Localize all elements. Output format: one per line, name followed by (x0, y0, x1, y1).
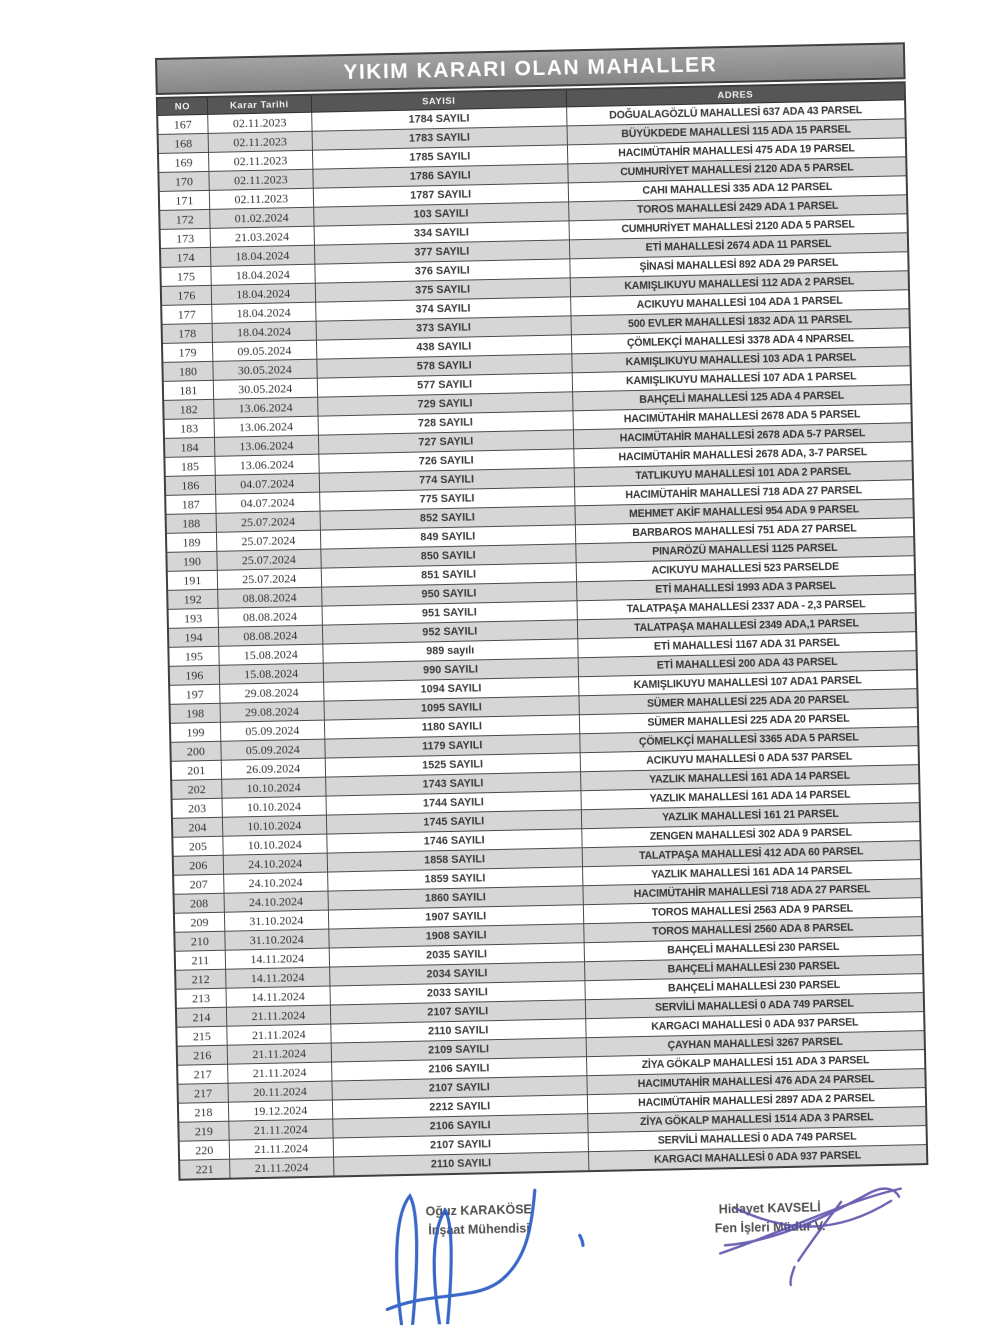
cell-number: 377 SAYILI (314, 240, 569, 264)
cell-address: ETİ MAHALLESİ 200 ADA 43 PARSEL (578, 651, 917, 677)
cell-number: 2106 SAYILI (331, 1057, 586, 1081)
cell-address: YAZLIK MAHALLESİ 161 ADA 14 PARSEL (580, 765, 919, 791)
cell-no: 208 (174, 893, 225, 913)
column-header-number: SAYISI (311, 89, 566, 112)
cell-number: 376 SAYILI (315, 259, 570, 283)
cell-no: 203 (172, 798, 223, 818)
cell-date: 21.11.2024 (227, 1043, 331, 1064)
cell-no: 217 (177, 1064, 228, 1084)
cell-date: 05.09.2024 (220, 720, 324, 741)
signature-block-right (677, 1197, 863, 1240)
cell-address: HACIMÜTAHİR MAHALLESİ 718 ADA 27 PARSEL (574, 480, 913, 506)
cell-date: 02.11.2023 (209, 169, 313, 190)
cell-address: KAMIŞLIKUYU MAHALLESİ 112 ADA 2 PARSEL (570, 271, 909, 297)
cell-date: 20.11.2024 (228, 1081, 332, 1102)
cell-date: 08.08.2024 (218, 625, 322, 646)
cell-date: 04.07.2024 (216, 492, 320, 513)
signature-block-left (391, 1200, 567, 1242)
cell-address: ZİYA GÖKALP MAHALLESİ 1514 ADA 3 PARSEL (587, 1107, 926, 1133)
cell-address: TALATPAŞA MAHALLESİ 412 ADA 60 PARSEL (582, 841, 921, 867)
cell-address: SERVİLİ MAHALLESİ 0 ADA 749 PARSEL (588, 1126, 927, 1152)
cell-number: 1907 SAYILI (328, 905, 583, 929)
cell-number: 2035 SAYILI (329, 943, 584, 967)
cell-date: 18.04.2024 (211, 264, 315, 285)
cell-number: 849 SAYILI (320, 525, 575, 549)
table-body (157, 100, 927, 1180)
cell-date: 21.11.2024 (229, 1119, 333, 1140)
cell-no: 209 (174, 912, 225, 932)
cell-number: 1095 SAYILI (324, 696, 579, 720)
cell-date: 10.10.2024 (222, 796, 326, 817)
cell-number: 1908 SAYILI (328, 924, 583, 948)
cell-no: 215 (176, 1026, 227, 1046)
cell-address: HACIMUTAHİR MAHALLESİ 476 ADA 24 PARSEL (587, 1069, 926, 1095)
cell-no: 199 (170, 722, 221, 742)
cell-no: 185 (164, 456, 215, 476)
cell-date: 13.06.2024 (214, 397, 318, 418)
cell-address: TOROS MAHALLESİ 2560 ADA 8 PARSEL (583, 917, 922, 943)
cell-no: 168 (158, 133, 209, 153)
cell-date: 02.11.2023 (208, 131, 312, 152)
cell-number: 729 SAYILI (317, 392, 572, 416)
cell-no: 212 (175, 969, 226, 989)
cell-number: 1743 SAYILI (325, 772, 580, 796)
cell-number: 726 SAYILI (319, 449, 574, 473)
cell-no: 193 (168, 608, 219, 628)
cell-address: KAMIŞLIKUYU MAHALLESİ 107 ADA 1 PARSEL (572, 366, 911, 392)
cell-address: YAZLIK MAHALLESİ 161 ADA 14 PARSEL (582, 860, 921, 886)
cell-address: CUMHURİYET MAHALLESİ 2120 ADA 5 PARSEL (568, 157, 907, 183)
cell-number: 375 SAYILI (315, 278, 570, 302)
cell-no: 183 (164, 418, 215, 438)
cell-number: 1786 SAYILI (313, 164, 568, 188)
cell-address: DOĞUALAGÖZLÜ MAHALLESİ 637 ADA 43 PARSEL (566, 100, 905, 126)
cell-date: 02.11.2023 (208, 112, 312, 133)
cell-address: ETİ MAHALLESİ 1993 ADA 3 PARSEL (576, 575, 915, 601)
cell-no: 167 (157, 114, 208, 134)
cell-number: 2106 SAYILI (332, 1114, 587, 1138)
cell-date: 02.11.2023 (209, 188, 313, 209)
cell-number: 2212 SAYILI (332, 1095, 587, 1119)
cell-number: 103 SAYILI (313, 202, 568, 226)
cell-number: 1784 SAYILI (311, 107, 566, 131)
cell-date: 18.04.2024 (212, 302, 316, 323)
cell-address: SÜMER MAHALLESİ 225 ADA 20 PARSEL (579, 689, 918, 715)
cell-address: KAMIŞLIKUYU MAHALLESİ 103 ADA 1 PARSEL (572, 347, 911, 373)
cell-no: 198 (170, 703, 221, 723)
cell-no: 179 (162, 342, 213, 362)
cell-number: 1787 SAYILI (313, 183, 568, 207)
cell-address: ZİYA GÖKALP MAHALLESİ 151 ADA 3 PARSEL (586, 1050, 925, 1076)
cell-number: 2107 SAYILI (333, 1133, 588, 1157)
cell-number: 578 SAYILI (317, 354, 572, 378)
cell-date: 15.08.2024 (219, 644, 323, 665)
cell-address: CAHI MAHALLESİ 335 ADA 12 PARSEL (568, 176, 907, 202)
cell-address: TATLIKUYU MAHALLESİ 101 ADA 2 PARSEL (574, 461, 913, 487)
cell-date: 25.07.2024 (217, 568, 321, 589)
cell-no: 171 (159, 190, 210, 210)
cell-number: 851 SAYILI (321, 563, 576, 587)
cell-address: TOROS MAHALLESİ 2429 ADA 1 PARSEL (568, 195, 907, 221)
cell-date: 14.11.2024 (225, 967, 329, 988)
cell-date: 14.11.2024 (226, 986, 330, 1007)
cell-number: 850 SAYILI (321, 544, 576, 568)
cell-number: 1859 SAYILI (327, 867, 582, 891)
cell-no: 220 (179, 1140, 230, 1160)
cell-date: 29.08.2024 (220, 701, 324, 722)
cell-no: 201 (171, 760, 222, 780)
cell-number: 952 SAYILI (322, 620, 577, 644)
cell-address: BARBAROS MAHALLESİ 751 ADA 27 PARSEL (575, 518, 914, 544)
cell-address: YAZLIK MAHALLESİ 161 ADA 14 PARSEL (581, 784, 920, 810)
cell-date: 08.08.2024 (218, 587, 322, 608)
cell-number: 990 SAYILI (323, 658, 578, 682)
cell-date: 18.04.2024 (211, 283, 315, 304)
cell-address: PINARÖZÜ MAHALLESİ 1125 PARSEL (576, 537, 915, 563)
cell-date: 21.11.2024 (229, 1138, 333, 1159)
cell-address: ÇÖMLEKÇİ MAHALLESİ 3378 ADA 4 NPARSEL (571, 328, 910, 354)
cell-address: ZENGEN MAHALLESİ 302 ADA 9 PARSEL (581, 822, 920, 848)
cell-no: 181 (163, 380, 214, 400)
cell-no: 195 (168, 646, 219, 666)
cell-address: ETİ MAHALLESİ 2674 ADA 11 PARSEL (569, 233, 908, 259)
cell-no: 205 (172, 836, 223, 856)
cell-number: 728 SAYILI (318, 411, 573, 435)
cell-number: 774 SAYILI (319, 468, 574, 492)
cell-number: 2107 SAYILI (330, 1000, 585, 1024)
cell-no: 172 (159, 209, 210, 229)
cell-no: 221 (179, 1159, 230, 1180)
scanned-page (155, 42, 931, 1329)
cell-no: 190 (166, 551, 217, 571)
cell-no: 214 (176, 1007, 227, 1027)
cell-address: HACIMÜTAHİR MAHALLESİ 2678 ADA 5-7 PARSEL (573, 423, 912, 449)
cell-address: ÇAYHAN MAHALLESİ 3267 PARSEL (586, 1031, 925, 1057)
cell-date: 13.06.2024 (214, 435, 318, 456)
cell-number: 1745 SAYILI (326, 810, 581, 834)
cell-date: 02.11.2023 (208, 150, 312, 171)
cell-address: MEHMET AKİF MAHALLESİ 954 ADA 9 PARSEL (575, 499, 914, 525)
cell-address: TOROS MAHALLESİ 2563 ADA 9 PARSEL (583, 898, 922, 924)
cell-no: 174 (160, 247, 211, 267)
cell-no: 207 (173, 874, 224, 894)
cell-address: TALATPAŞA MAHALLESİ 2349 ADA,1 PARSEL (577, 613, 916, 639)
cell-number: 1860 SAYILI (328, 886, 583, 910)
cell-date: 21.03.2024 (210, 226, 314, 247)
cell-address: HACIMÜTAHİR MAHALLESİ 718 ADA 27 PARSEL (583, 879, 922, 905)
cell-date: 18.04.2024 (212, 321, 316, 342)
cell-no: 217 (177, 1083, 228, 1103)
cell-address: KAMIŞLIKUYU MAHALLESİ 107 ADA1 PARSEL (578, 670, 917, 696)
cell-address: BAHÇELİ MAHALLESİ 230 PARSEL (584, 936, 923, 962)
cell-date: 09.05.2024 (212, 340, 316, 361)
cell-address: YAZLIK MAHALLESİ 161 21 PARSEL (581, 803, 920, 829)
cell-no: 184 (164, 437, 215, 457)
cell-number: 1180 SAYILI (324, 715, 579, 739)
cell-no: 210 (174, 931, 225, 951)
cell-number: 852 SAYILI (320, 506, 575, 530)
cell-no: 170 (158, 171, 209, 191)
cell-number: 1744 SAYILI (326, 791, 581, 815)
cell-number: 334 SAYILI (314, 221, 569, 245)
cell-no: 216 (177, 1045, 228, 1065)
cell-date: 30.05.2024 (213, 359, 317, 380)
cell-address: HACIMÜTAHİR MAHALLESİ 2678 ADA 5 PARSEL (573, 404, 912, 430)
cell-no: 175 (160, 266, 211, 286)
cell-address: TALATPAŞA MAHALLESİ 2337 ADA - 2,3 PARSEL (577, 594, 916, 620)
cell-no: 211 (175, 950, 226, 970)
cell-number: 2110 SAYILI (333, 1152, 588, 1177)
cell-no: 176 (161, 285, 212, 305)
cell-no: 187 (165, 494, 216, 514)
cell-number: 1094 SAYILI (323, 677, 578, 701)
cell-address: BÜYÜKDEDE MAHALLESİ 115 ADA 15 PARSEL (567, 119, 906, 145)
cell-address: 500 EVLER MAHALLESİ 1832 ADA 11 PARSEL (571, 309, 910, 335)
cell-number: 1783 SAYILI (312, 126, 567, 150)
cell-no: 169 (158, 152, 209, 172)
cell-address: HACIMÜTAHİR MAHALLESİ 2678 ADA, 3-7 PARSEL (574, 442, 913, 468)
cell-no: 182 (163, 399, 214, 419)
cell-date: 30.05.2024 (213, 378, 317, 399)
column-header-address: ADRES (566, 82, 905, 107)
cell-no: 213 (176, 988, 227, 1008)
cell-date: 05.09.2024 (221, 739, 325, 760)
cell-no: 180 (162, 361, 213, 381)
cell-date: 10.10.2024 (222, 815, 326, 836)
cell-address: BAHÇELİ MAHALLESİ 230 PARSEL (584, 955, 923, 981)
cell-address: ETİ MAHALLESİ 1167 ADA 31 PARSEL (578, 632, 917, 658)
cell-number: 1525 SAYILI (325, 753, 580, 777)
cell-date: 21.11.2024 (226, 1005, 330, 1026)
cell-date: 31.10.2024 (225, 929, 329, 950)
cell-number: 727 SAYILI (318, 430, 573, 454)
cell-no: 202 (171, 779, 222, 799)
cell-date: 21.11.2024 (229, 1157, 333, 1179)
cell-no: 196 (169, 665, 220, 685)
cell-number: 2109 SAYILI (331, 1038, 586, 1062)
cell-no: 204 (172, 817, 223, 837)
column-header-no: NO (157, 97, 208, 116)
cell-number: 2110 SAYILI (330, 1019, 585, 1043)
cell-number: 950 SAYILI (321, 582, 576, 606)
cell-date: 19.12.2024 (228, 1100, 332, 1121)
cell-number: 2033 SAYILI (330, 981, 585, 1005)
cell-address: BAHÇELİ MAHALLESİ 125 ADA 4 PARSEL (572, 385, 911, 411)
signatory-right-title: Fen İşleri Müdür V. (714, 1219, 826, 1236)
cell-date: 24.10.2024 (223, 853, 327, 874)
cell-date: 25.07.2024 (217, 549, 321, 570)
cell-address: SÜMER MAHALLESİ 225 ADA 20 PARSEL (579, 708, 918, 734)
cell-date: 14.11.2024 (225, 948, 329, 969)
cell-address: ACIKUYU MAHALLESİ 0 ADA 537 PARSEL (580, 746, 919, 772)
cell-date: 18.04.2024 (210, 245, 314, 266)
cell-address: CUMHURİYET MAHALLESİ 2120 ADA 5 PARSEL (569, 214, 908, 240)
column-header-date: Karar Tarihi (207, 95, 311, 115)
cell-date: 24.10.2024 (224, 891, 328, 912)
demolition-table (156, 81, 929, 1180)
cell-no: 177 (161, 304, 212, 324)
cell-no: 188 (166, 513, 217, 533)
cell-no: 219 (178, 1121, 229, 1141)
cell-number: 1785 SAYILI (312, 145, 567, 169)
cell-address: ŞİNASİ MAHALLESİ 892 ADA 29 PARSEL (570, 252, 909, 278)
cell-date: 04.07.2024 (215, 473, 319, 494)
cell-date: 31.10.2024 (224, 910, 328, 931)
cell-date: 21.11.2024 (227, 1024, 331, 1045)
cell-number: 373 SAYILI (316, 316, 571, 340)
cell-no: 178 (162, 323, 213, 343)
cell-date: 25.07.2024 (216, 511, 320, 532)
cell-no: 197 (169, 684, 220, 704)
cell-number: 374 SAYILI (315, 297, 570, 321)
cell-number: 577 SAYILI (317, 373, 572, 397)
cell-address: KARGACI MAHALLESİ 0 ADA 937 PARSEL (588, 1145, 927, 1172)
cell-date: 26.09.2024 (221, 758, 325, 779)
cell-address: ÇÖMELKÇİ MAHALLESİ 3365 ADA 5 PARSEL (579, 727, 918, 753)
cell-address: ACIKUYU MAHALLESİ 523 PARSELDE (576, 556, 915, 582)
cell-number: 989 sayılı (323, 639, 578, 663)
cell-date: 24.10.2024 (223, 872, 327, 893)
cell-no: 186 (165, 475, 216, 495)
cell-date: 08.08.2024 (218, 606, 322, 627)
cell-date: 10.10.2024 (223, 834, 327, 855)
cell-number: 1746 SAYILI (327, 829, 582, 853)
cell-no: 189 (166, 532, 217, 552)
cell-no: 173 (160, 228, 211, 248)
cell-number: 775 SAYILI (319, 487, 574, 511)
cell-date: 13.06.2024 (215, 454, 319, 475)
cell-address: SERVİLİ MAHALLESİ 0 ADA 749 PARSEL (585, 993, 924, 1019)
cell-no: 194 (168, 627, 219, 647)
cell-number: 438 SAYILI (316, 335, 571, 359)
cell-date: 25.07.2024 (216, 530, 320, 551)
cell-number: 1179 SAYILI (325, 734, 580, 758)
page-title: YIKIM KARARI OLAN MAHALLER (155, 42, 906, 95)
cell-number: 1858 SAYILI (327, 848, 582, 872)
cell-date: 21.11.2024 (227, 1062, 331, 1083)
signatory-left-name: Oğuz KARAKÖSE (425, 1202, 532, 1219)
cell-no: 192 (167, 589, 218, 609)
cell-date: 15.08.2024 (219, 663, 323, 684)
cell-no: 191 (167, 570, 218, 590)
cell-no: 218 (178, 1102, 229, 1122)
cell-address: HACIMÜTAHİR MAHALLESİ 475 ADA 19 PARSEL (567, 138, 906, 164)
cell-address: HACIMÜTAHİR MAHALLESİ 2897 ADA 2 PARSEL (587, 1088, 926, 1114)
cell-number: 2107 SAYILI (332, 1076, 587, 1100)
cell-number: 2034 SAYILI (329, 962, 584, 986)
signatory-right-name: Hidayet KAVSELİ (718, 1200, 821, 1217)
signatory-left-title: İnşaat Mühendisi (428, 1221, 530, 1238)
cell-date: 29.08.2024 (220, 682, 324, 703)
cell-address: KARGACI MAHALLESİ 0 ADA 937 PARSEL (585, 1012, 924, 1038)
cell-no: 200 (170, 741, 221, 761)
cell-date: 10.10.2024 (222, 777, 326, 798)
cell-number: 951 SAYILI (322, 601, 577, 625)
cell-no: 206 (173, 855, 224, 875)
cell-address: ACIKUYU MAHALLESİ 104 ADA 1 PARSEL (570, 290, 909, 316)
cell-date: 13.06.2024 (214, 416, 318, 437)
cell-address: BAHÇELİ MAHALLESİ 230 PARSEL (585, 974, 924, 1000)
cell-date: 01.02.2024 (210, 207, 314, 228)
